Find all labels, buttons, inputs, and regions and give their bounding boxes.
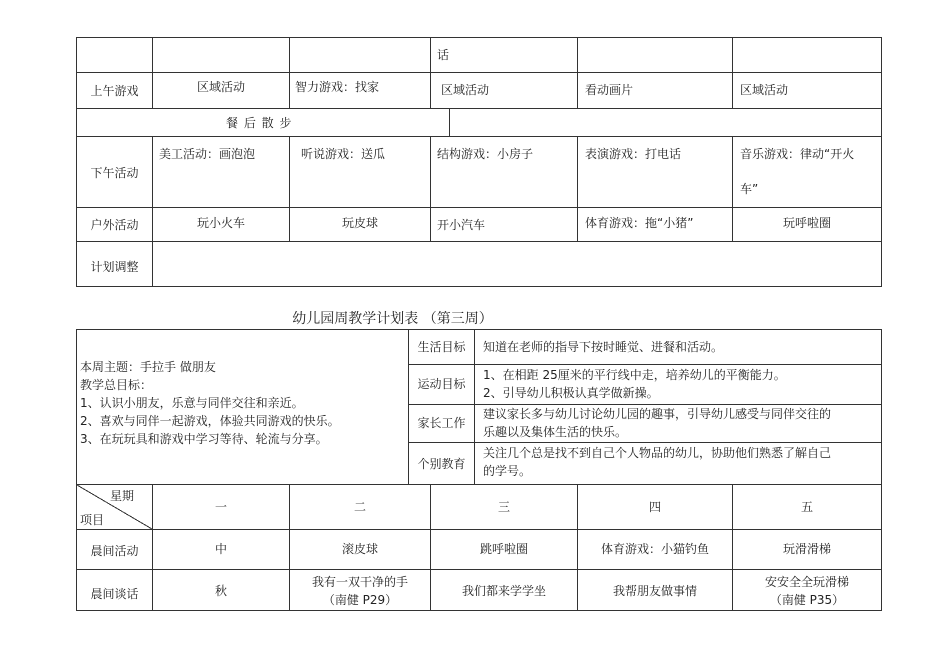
table-cell: 玩滑滑梯 [782,542,831,556]
corner-header-weekday: 星期 [110,489,135,503]
row-label-morning-talk: 晨间谈话 [90,587,139,601]
day-header-tue: 二 [353,500,366,514]
day-header-mon: 一 [214,500,227,514]
table-cell: 我有一双干净的手 [311,575,408,589]
table-cell: 体育游戏：拖“小猪” [585,216,694,230]
row-label-plan-adjust: 计划调整 [90,260,139,274]
goal-text: 1、在相距 25厘米的平行线中走，培养幼儿的平衡能力。 [483,368,786,382]
table-cell: 我帮朋友做事情 [612,584,697,598]
goal-label: 运动目标 [417,377,466,391]
theme-line: 3、在玩玩具和游戏中学习等待、轮流与分享。 [80,432,328,446]
table-cell-reference: （南健 P29） [322,593,398,607]
row-label-morning-activity: 晨间活动 [90,544,139,558]
theme-line: 2、喜欢与同伴一起游戏，体验共同游戏的快乐。 [80,414,340,428]
table-cell: 听说游戏：送瓜 [301,147,386,161]
table-cell: 体育游戏：小猫钓鱼 [600,542,709,556]
goal-label: 生活目标 [417,340,466,354]
theme-line: 教学总目标： [80,378,153,392]
table-cell: 我们都来学学坐 [461,584,546,598]
goal-text: 的学号。 [483,464,532,478]
table-cell: 结构游戏：小房子 [437,147,534,161]
goal-label: 个别教育 [417,457,466,471]
table-cell: 美工活动：画泡泡 [159,147,256,161]
goal-text: 建议家长多与幼儿讨论幼儿园的趣事，引导幼儿感受与同伴交往的 [483,407,832,421]
theme-line: 本周主题：手拉手 做朋友 [80,360,216,374]
page-title: 幼儿园周教学计划表 （第三周） [292,311,493,327]
table-cell: 智力游戏：找家 [295,80,380,94]
row-label-morning-game: 上午游戏 [90,84,139,98]
theme-line: 1、认识小朋友，乐意与同伴交往和亲近。 [80,396,304,410]
table-cell: 玩皮球 [341,216,378,230]
table-cell: 区域活动 [441,83,490,97]
table-cell: 滚皮球 [341,542,378,556]
top-row0-cell: 话 [437,48,450,62]
row-label-outdoor: 户外活动 [90,218,139,232]
goal-text: 2、引导幼儿积极认真学做新操。 [483,386,659,400]
table-cell: 跳呼啦圈 [479,542,528,556]
goal-text: 知道在老师的指导下按时睡觉、进餐和活动。 [483,340,724,354]
table-cell: 开小汽车 [437,218,486,232]
table-cell: 安安全全玩滑梯 [764,575,849,589]
goal-text: 乐趣以及集体生活的快乐。 [483,425,628,439]
table-cell: 中 [214,542,227,556]
table-cell: 玩小火车 [196,216,245,230]
table-cell: 秋 [214,584,227,598]
goal-text: 关注几个总是找不到自己个人物品的幼儿，协助他们熟悉了解自己 [483,446,832,460]
day-header-wed: 三 [497,500,510,514]
goal-label: 家长工作 [417,416,466,430]
table-cell-continued: 车” [740,182,759,196]
after-meal-walk: 餐 后 散 步 [226,116,293,130]
table-cell: 区域活动 [740,83,789,97]
table-cell: 看动画片 [585,83,634,97]
day-header-fri: 五 [800,500,813,514]
corner-header-item: 项目 [80,513,105,527]
row-label-afternoon: 下午活动 [90,166,139,180]
table-cell: 玩呼啦圈 [782,216,831,230]
table-cell: 区域活动 [196,80,245,94]
table-cell: 表演游戏：打电话 [585,147,682,161]
table-cell-reference: （南健 P35） [769,593,845,607]
table-cell: 音乐游戏：律动“开火 [740,147,855,161]
day-header-thu: 四 [648,500,661,514]
